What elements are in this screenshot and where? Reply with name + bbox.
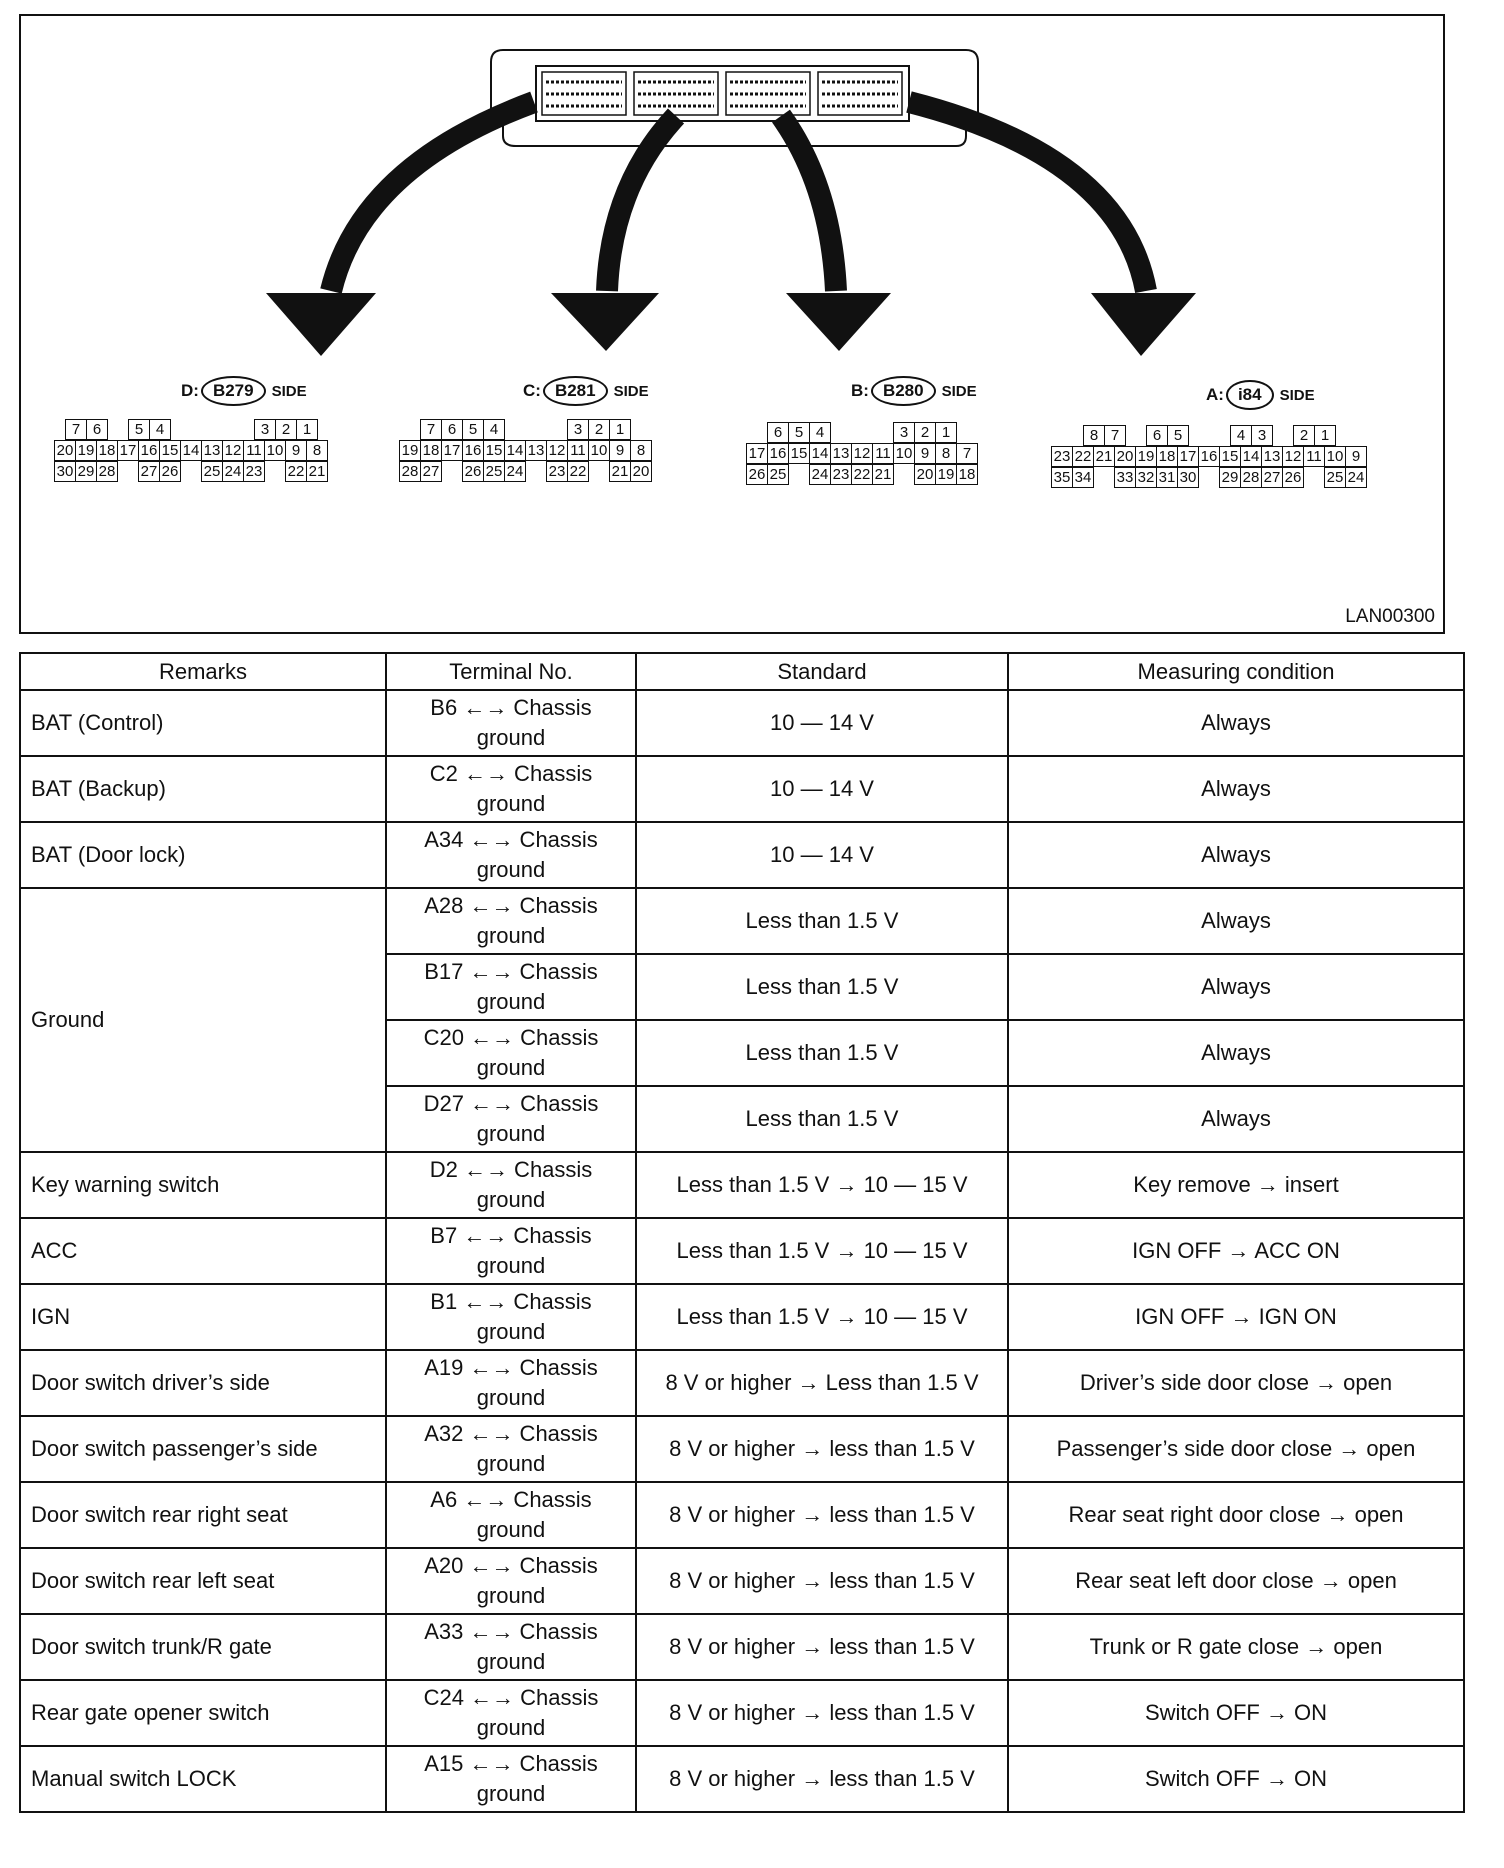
connector-pin: 29 — [75, 461, 97, 482]
connector-pin: 11 — [243, 440, 265, 461]
connector-pin: 26 — [159, 461, 181, 482]
connector-code: B281 — [543, 376, 608, 406]
connector-pin: 24 — [1345, 467, 1367, 488]
terminal-pair: A33 ←→ Chassis — [424, 1619, 598, 1644]
cell-remarks: Manual switch LOCK — [20, 1746, 386, 1812]
connector-code: i84 — [1226, 380, 1274, 410]
arrow-head-a — [1091, 293, 1196, 356]
connector-pin: 22 — [285, 461, 307, 482]
connector-pin: 20 — [1114, 446, 1136, 467]
cell-condition: Always — [1008, 954, 1464, 1020]
connector-pin: 3 — [1251, 425, 1273, 446]
cell-condition: Switch OFF → ON — [1008, 1680, 1464, 1746]
connector-pin: 35 — [1051, 467, 1073, 488]
terminal-pair: B17 ←→ Chassis — [424, 959, 598, 984]
connector-letter: A: — [1206, 385, 1224, 404]
connector-pin: 8 — [306, 440, 328, 461]
connector-pin: 16 — [462, 440, 484, 461]
terminal-spec-table — [19, 652, 1465, 1813]
connector-pin: 18 — [1156, 446, 1178, 467]
terminal-ground: ground — [476, 923, 546, 948]
connector-pin: 23 — [243, 461, 265, 482]
connector-pin: 31 — [1156, 467, 1178, 488]
cell-condition: Always — [1008, 822, 1464, 888]
connector-code: B280 — [871, 376, 936, 406]
cell-standard: 8 V or higher → less than 1.5 V — [636, 1416, 1008, 1482]
connector-pin: 23 — [830, 464, 852, 485]
cell-standard: 10 — 14 V — [636, 690, 1008, 756]
connector-pin: 10 — [588, 440, 610, 461]
terminal-pair: A34 ←→ Chassis — [424, 827, 598, 852]
connector-pin: 19 — [399, 440, 421, 461]
cell-condition: IGN OFF → IGN ON — [1008, 1284, 1464, 1350]
cell-terminal — [386, 1482, 636, 1548]
connector-pin: 30 — [1177, 467, 1199, 488]
connector-pin: 29 — [1219, 467, 1241, 488]
connector-pin: 13 — [1261, 446, 1283, 467]
connector-pin: 15 — [483, 440, 505, 461]
cell-standard: 8 V or higher → less than 1.5 V — [636, 1614, 1008, 1680]
cell-standard: 8 V or higher → Less than 1.5 V — [636, 1350, 1008, 1416]
connector-pin: 13 — [525, 440, 547, 461]
cell-remarks: ACC — [20, 1218, 386, 1284]
terminal-ground: ground — [476, 1715, 546, 1740]
connector-pin: 3 — [567, 419, 589, 440]
connector-pin: 6 — [86, 419, 108, 440]
cell-terminal — [386, 822, 636, 888]
terminal-ground: ground — [476, 1781, 546, 1806]
terminal-pair: A19 ←→ Chassis — [424, 1355, 598, 1380]
connector-pin: 18 — [956, 464, 978, 485]
cell-condition: Always — [1008, 1086, 1464, 1152]
connector-pin: 32 — [1135, 467, 1157, 488]
connector-pin: 21 — [609, 461, 631, 482]
figure-code: LAN00300 — [1345, 606, 1435, 627]
connector-pin: 22 — [567, 461, 589, 482]
connector-pin: 10 — [893, 443, 915, 464]
terminal-ground: ground — [476, 1187, 546, 1212]
terminal-ground: ground — [476, 725, 546, 750]
connector-pin: 33 — [1114, 467, 1136, 488]
connector-pin: 7 — [956, 443, 978, 464]
connector-side-text: SIDE — [271, 382, 307, 400]
connector-pin: 15 — [788, 443, 810, 464]
connector-pin: 34 — [1072, 467, 1094, 488]
cell-condition: Always — [1008, 1020, 1464, 1086]
table-row — [20, 1680, 1464, 1746]
cell-terminal — [386, 1020, 636, 1086]
cell-terminal — [386, 1416, 636, 1482]
connector-pin: 10 — [1324, 446, 1346, 467]
cell-terminal — [386, 1680, 636, 1746]
connector-pin: 27 — [138, 461, 160, 482]
connector-code: B279 — [201, 376, 266, 406]
cell-remarks: Door switch passenger’s side — [20, 1416, 386, 1482]
cell-standard: Less than 1.5 V — [636, 954, 1008, 1020]
connector-side-text: SIDE — [1279, 386, 1315, 404]
connector-a-label — [1206, 380, 1315, 410]
connector-pin: 2 — [275, 419, 297, 440]
cell-condition: Switch OFF → ON — [1008, 1746, 1464, 1812]
terminal-ground: ground — [476, 1055, 546, 1080]
cell-remarks: Door switch driver’s side — [20, 1350, 386, 1416]
connector-c-label — [523, 376, 649, 406]
connector-pin: 14 — [809, 443, 831, 464]
cell-condition: Always — [1008, 756, 1464, 822]
cell-standard: 8 V or higher → less than 1.5 V — [636, 1548, 1008, 1614]
terminal-ground: ground — [476, 1649, 546, 1674]
connector-pin: 9 — [914, 443, 936, 464]
header-remarks: Remarks — [20, 653, 386, 690]
terminal-ground: ground — [476, 1253, 546, 1278]
connector-pin: 5 — [462, 419, 484, 440]
connector-pin: 11 — [1303, 446, 1325, 467]
connector-pin: 17 — [746, 443, 768, 464]
cell-remarks: IGN — [20, 1284, 386, 1350]
terminal-pair: C2 ←→ Chassis — [429, 761, 593, 786]
connector-pin: 4 — [483, 419, 505, 440]
cell-condition: Always — [1008, 888, 1464, 954]
header-condition: Measuring condition — [1008, 653, 1464, 690]
terminal-pair: C20 ←→ Chassis — [423, 1025, 599, 1050]
cell-standard: 10 — 14 V — [636, 822, 1008, 888]
connector-pin: 23 — [1051, 446, 1073, 467]
connector-pin: 26 — [746, 464, 768, 485]
connector-pin: 5 — [788, 422, 810, 443]
connector-pin: 14 — [1240, 446, 1262, 467]
terminal-ground: ground — [476, 1517, 546, 1542]
connector-side-text: SIDE — [613, 382, 649, 400]
connector-pin: 9 — [285, 440, 307, 461]
connector-pin: 2 — [588, 419, 610, 440]
terminal-pair: D2 ←→ Chassis — [429, 1157, 593, 1182]
connector-pin: 7 — [1104, 425, 1126, 446]
cell-terminal — [386, 1614, 636, 1680]
connector-a-pins — [1051, 425, 1366, 488]
connector-pin: 16 — [767, 443, 789, 464]
connector-pin: 8 — [1083, 425, 1105, 446]
connector-pin: 28 — [96, 461, 118, 482]
connector-pin: 30 — [54, 461, 76, 482]
cell-condition: Trunk or R gate close → open — [1008, 1614, 1464, 1680]
header-terminal: Terminal No. — [386, 653, 636, 690]
connector-pin: 23 — [546, 461, 568, 482]
connector-pin: 14 — [180, 440, 202, 461]
connector-d-pins — [54, 419, 327, 482]
connector-pin: 24 — [222, 461, 244, 482]
connector-pin: 7 — [65, 419, 87, 440]
cell-remarks: BAT (Control) — [20, 690, 386, 756]
connector-pin: 26 — [462, 461, 484, 482]
connector-pin: 15 — [1219, 446, 1241, 467]
cell-remarks: Rear gate opener switch — [20, 1680, 386, 1746]
cell-remarks: Door switch rear right seat — [20, 1482, 386, 1548]
cell-standard: 8 V or higher → less than 1.5 V — [636, 1746, 1008, 1812]
connector-pin: 2 — [914, 422, 936, 443]
connector-pin: 12 — [851, 443, 873, 464]
connector-pin: 12 — [1282, 446, 1304, 467]
cell-terminal — [386, 1218, 636, 1284]
connector-pin: 5 — [128, 419, 150, 440]
table-row — [20, 1482, 1464, 1548]
connector-pin: 10 — [264, 440, 286, 461]
cell-remarks: Key warning switch — [20, 1152, 386, 1218]
cell-remarks: BAT (Door lock) — [20, 822, 386, 888]
table-row — [20, 1746, 1464, 1812]
table-row — [20, 822, 1464, 888]
arrow-head-d — [266, 293, 376, 356]
connector-d-label — [181, 376, 307, 406]
connector-pin: 3 — [893, 422, 915, 443]
connector-b-label — [851, 376, 977, 406]
terminal-pair: C24 ←→ Chassis — [423, 1685, 599, 1710]
connector-pin: 1 — [1314, 425, 1336, 446]
connector-pin: 16 — [1198, 446, 1220, 467]
connector-pin: 12 — [222, 440, 244, 461]
terminal-ground: ground — [476, 989, 546, 1014]
cell-terminal — [386, 1350, 636, 1416]
table-row — [20, 1350, 1464, 1416]
cell-condition: Passenger’s side door close → open — [1008, 1416, 1464, 1482]
header-standard: Standard — [636, 653, 1008, 690]
connector-pin: 11 — [567, 440, 589, 461]
terminal-pair: D27 ←→ Chassis — [423, 1091, 599, 1116]
connector-figure — [19, 14, 1445, 634]
cell-remarks: Door switch rear left seat — [20, 1548, 386, 1614]
cell-standard: Less than 1.5 V → 10 — 15 V — [636, 1218, 1008, 1284]
cell-standard: Less than 1.5 V → 10 — 15 V — [636, 1152, 1008, 1218]
connector-pin: 19 — [75, 440, 97, 461]
cell-condition: Always — [1008, 690, 1464, 756]
table-row — [20, 1548, 1464, 1614]
arrow-head-b — [786, 293, 891, 351]
cell-terminal — [386, 954, 636, 1020]
cell-standard: Less than 1.5 V — [636, 1020, 1008, 1086]
connector-pin: 28 — [399, 461, 421, 482]
connector-pin: 27 — [1261, 467, 1283, 488]
connector-pin: 13 — [830, 443, 852, 464]
connector-pin: 22 — [1072, 446, 1094, 467]
connector-pin: 4 — [1230, 425, 1252, 446]
cell-standard: 8 V or higher → less than 1.5 V — [636, 1680, 1008, 1746]
connector-pin: 26 — [1282, 467, 1304, 488]
cell-condition: Key remove → insert — [1008, 1152, 1464, 1218]
connector-pin: 21 — [306, 461, 328, 482]
table-row — [20, 888, 1464, 954]
connector-pin: 13 — [201, 440, 223, 461]
terminal-pair: A6 ←→ Chassis — [430, 1487, 592, 1512]
cell-condition: Driver’s side door close → open — [1008, 1350, 1464, 1416]
connector-letter: C: — [523, 381, 541, 400]
connector-pin: 20 — [54, 440, 76, 461]
connector-pin: 17 — [441, 440, 463, 461]
connector-pin: 7 — [420, 419, 442, 440]
connector-pin: 16 — [138, 440, 160, 461]
control-unit-diagram — [21, 16, 1443, 632]
table-row — [20, 756, 1464, 822]
table-body — [20, 690, 1464, 1812]
connector-letter: D: — [181, 381, 199, 400]
connector-pin: 6 — [767, 422, 789, 443]
terminal-pair: A32 ←→ Chassis — [424, 1421, 598, 1446]
connector-pin: 9 — [609, 440, 631, 461]
connector-pin: 18 — [420, 440, 442, 461]
connector-pin: 2 — [1293, 425, 1315, 446]
terminal-pair: B7 ←→ Chassis — [430, 1223, 592, 1248]
connector-pin: 21 — [1093, 446, 1115, 467]
connector-pin: 17 — [1177, 446, 1199, 467]
connector-pin: 22 — [851, 464, 873, 485]
cell-remarks: Ground — [20, 888, 386, 1152]
cell-remarks: BAT (Backup) — [20, 756, 386, 822]
cell-standard: Less than 1.5 V — [636, 888, 1008, 954]
connector-pin: 15 — [159, 440, 181, 461]
connector-side-text: SIDE — [941, 382, 977, 400]
connector-pin: 24 — [809, 464, 831, 485]
connector-pin: 8 — [630, 440, 652, 461]
connector-pin: 5 — [1167, 425, 1189, 446]
cell-terminal — [386, 1746, 636, 1812]
cell-standard: Less than 1.5 V — [636, 1086, 1008, 1152]
cell-terminal — [386, 1152, 636, 1218]
terminal-ground: ground — [476, 857, 546, 882]
cell-terminal — [386, 1548, 636, 1614]
connector-pin: 19 — [935, 464, 957, 485]
connector-pin: 25 — [1324, 467, 1346, 488]
arrow-head-c — [551, 293, 659, 351]
table-row — [20, 1152, 1464, 1218]
connector-pin: 6 — [1146, 425, 1168, 446]
connector-pin: 4 — [809, 422, 831, 443]
cell-standard: Less than 1.5 V → 10 — 15 V — [636, 1284, 1008, 1350]
terminal-ground: ground — [476, 1583, 546, 1608]
cell-terminal — [386, 756, 636, 822]
connector-pin: 20 — [914, 464, 936, 485]
connector-pin: 17 — [117, 440, 139, 461]
connector-pin: 6 — [441, 419, 463, 440]
table-row — [20, 1416, 1464, 1482]
connector-pin: 8 — [935, 443, 957, 464]
terminal-ground: ground — [476, 1451, 546, 1476]
connector-pin: 28 — [1240, 467, 1262, 488]
cell-remarks: Door switch trunk/R gate — [20, 1614, 386, 1680]
connector-pin: 19 — [1135, 446, 1157, 467]
terminal-pair: B1 ←→ Chassis — [430, 1289, 592, 1314]
connector-b-pins — [746, 422, 977, 485]
connector-pin: 18 — [96, 440, 118, 461]
terminal-pair: A15 ←→ Chassis — [424, 1751, 598, 1776]
connector-letter: B: — [851, 381, 869, 400]
table-row — [20, 690, 1464, 756]
cell-standard: 8 V or higher → less than 1.5 V — [636, 1482, 1008, 1548]
terminal-pair: A28 ←→ Chassis — [424, 893, 598, 918]
table-row — [20, 1614, 1464, 1680]
terminal-ground: ground — [476, 1385, 546, 1410]
table-header-row — [20, 653, 1464, 690]
terminal-ground: ground — [476, 1319, 546, 1344]
connector-pin: 11 — [872, 443, 894, 464]
cell-terminal — [386, 690, 636, 756]
connector-pin: 27 — [420, 461, 442, 482]
connector-pin: 1 — [935, 422, 957, 443]
cell-standard: 10 — 14 V — [636, 756, 1008, 822]
table-row — [20, 1284, 1464, 1350]
terminal-pair: A20 ←→ Chassis — [424, 1553, 598, 1578]
cell-terminal — [386, 888, 636, 954]
cell-condition: IGN OFF → ACC ON — [1008, 1218, 1464, 1284]
connector-pin: 24 — [504, 461, 526, 482]
connector-pin: 1 — [609, 419, 631, 440]
cell-terminal — [386, 1086, 636, 1152]
cell-terminal — [386, 1284, 636, 1350]
connector-pin: 25 — [483, 461, 505, 482]
connector-pin: 14 — [504, 440, 526, 461]
connector-pin: 12 — [546, 440, 568, 461]
connector-pin: 3 — [254, 419, 276, 440]
connector-pin: 20 — [630, 461, 652, 482]
connector-pin: 4 — [149, 419, 171, 440]
cell-condition: Rear seat left door close → open — [1008, 1548, 1464, 1614]
connector-pin: 9 — [1345, 446, 1367, 467]
connector-pin: 25 — [201, 461, 223, 482]
terminal-ground: ground — [476, 791, 546, 816]
terminal-ground: ground — [476, 1121, 546, 1146]
connector-pin: 1 — [296, 419, 318, 440]
cell-condition: Rear seat right door close → open — [1008, 1482, 1464, 1548]
connector-pin: 21 — [872, 464, 894, 485]
terminal-pair: B6 ←→ Chassis — [430, 695, 592, 720]
connector-pin: 25 — [767, 464, 789, 485]
table-row — [20, 1218, 1464, 1284]
connector-c-pins — [399, 419, 651, 482]
